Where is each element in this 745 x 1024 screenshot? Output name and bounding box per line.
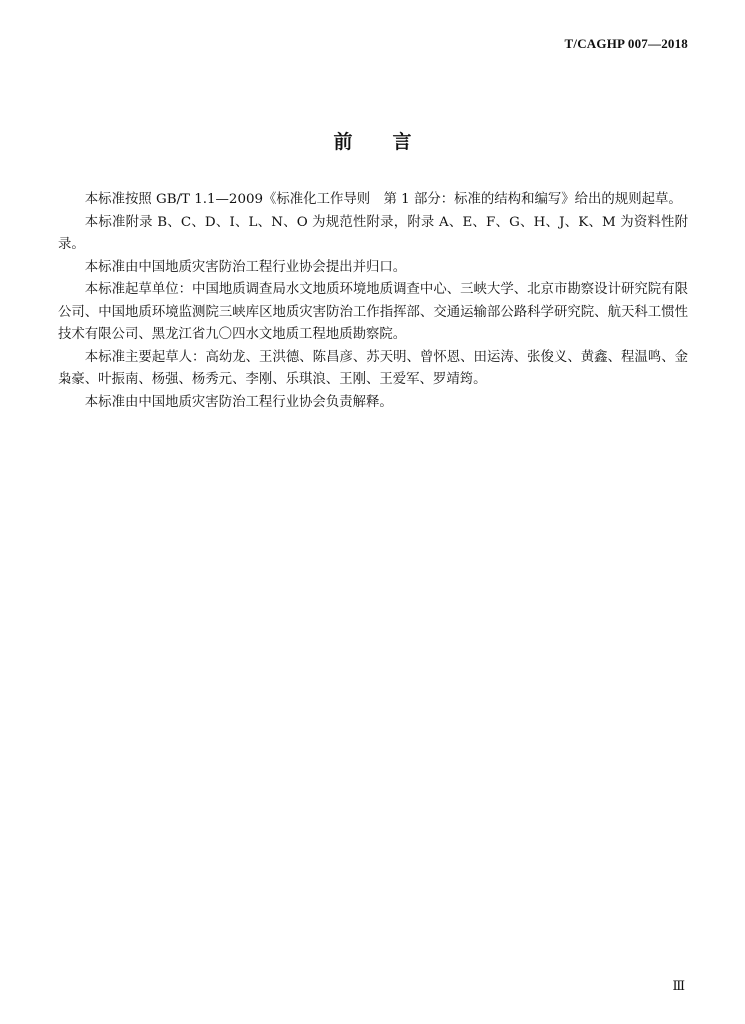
preface-body <box>58 189 688 414</box>
section-title: 前言 <box>333 131 452 153</box>
paragraph-drafting-rules: 本标准按照 GB/T 1.1—2009《标准化工作导则 第 1 部分：标准的结构和编写》给出的规则起草。 <box>84 192 682 207</box>
paragraph-interpretation: 本标准由中国地质灾害防治工程行业协会负责解释。 <box>84 394 393 410</box>
paragraph-appendices: 本标准附录 B、C、D、I、L、N、O 为规范性附录，附录 A、E、F、G、H、J、K、M 为资料性附录。 <box>58 214 688 252</box>
paragraph-drafting-units: 本标准起草单位：中国地质调查局水文地质环境地质调查中心、三峡大学、北京市勘察设计研究院有限公司、中国地质环境监测院三峡库区地质灾害防治工作指挥部、交通运输部公路科学研究院、航天科工惯性技术有限公司、黑龙江省九〇四水文地质工程地质勘察院。 <box>58 282 688 342</box>
paragraph-proposer: 本标准由中国地质灾害防治工程行业协会提出并归口。 <box>84 259 407 275</box>
page-number: Ⅲ <box>672 978 685 993</box>
document-code: T/CAGHP 007—2018 <box>564 36 688 51</box>
paragraph-drafters: 本标准主要起草人：高幼龙、王洪德、陈昌彦、苏天明、曾怀恩、田运涛、张俊义、黄鑫、程温鸣、金枭豪、叶振南、杨强、杨秀元、李刚、乐琪浪、王刚、王爱军、罗靖筠。 <box>58 349 688 387</box>
